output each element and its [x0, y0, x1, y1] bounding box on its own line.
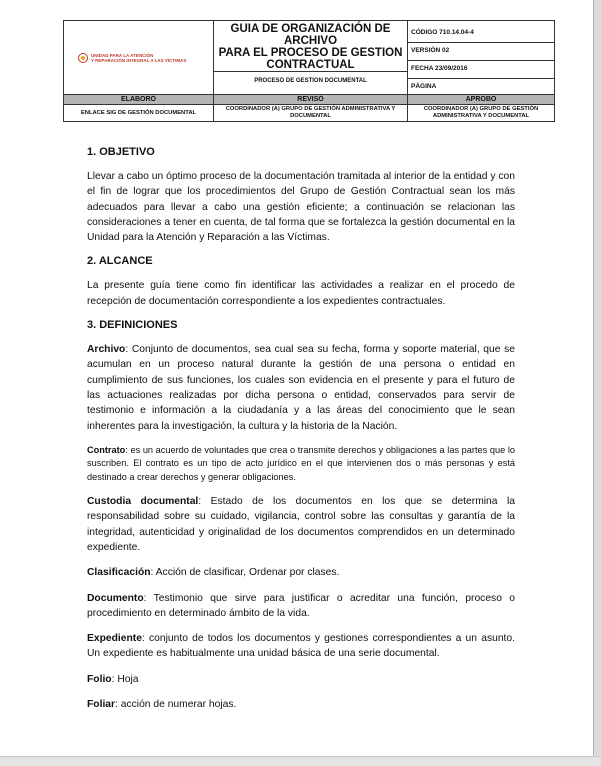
window-right-edge: [593, 0, 601, 765]
definition-term: Expediente: [87, 633, 142, 645]
section-objetivo-text: Llevar a cabo un óptimo proceso de la documentación tramitada al interior de la entidad y con el fin de lograr que los procedimientos del Grupo de Gestión Contractual sean los más adecuados para llevar a cabo una gestión eficiente; a continuación se relacionan las consideraciones a tener en cuenta, de tal forma que se fortalezca la gestión documental en la Unidad para la Atención y Reparación a las Víctimas.: [87, 171, 515, 244]
definition-archivo: [87, 342, 515, 434]
definition-contrato: [87, 444, 515, 484]
definition-term: Contrato: [87, 444, 126, 455]
section-objetivo-title: 1. OBJETIVO: [87, 146, 155, 158]
section-alcance-text: La presente guía tiene como fin identificar las actividades a realizar en el procedo de recepción de documentación correspondiente a los expedientes contractuales.: [87, 280, 515, 307]
logo-text-line-2: Y REPARACIÓN INTEGRAL A LAS VÍCTIMAS: [91, 57, 187, 63]
doc-title-line-1: GUIA DE ORGANIZACIÓN DE ARCHIVO: [230, 23, 391, 47]
definition-text: : Estado de los documentos en los que se determina la responsabilidad sobre su cuidado, vigilancia, control sobre las consultas y garantía de la integridad, autenticidad y originalidad de los documentos comprendidos en un determinado expediente.: [87, 496, 515, 553]
aprobo-value: COORDINADOR (A) GRUPO DE GESTIÓN ADMINISTRATIVA Y DOCUMENTAL: [408, 105, 555, 122]
definition-documento: [87, 591, 515, 622]
fecha-label: FECHA 23/09/2016: [408, 61, 554, 79]
definition-text: : Hoja: [111, 673, 139, 685]
definition-text: : acción de numerar hojas.: [115, 699, 237, 711]
elaboro-value: ENLACE SIG DE GESTIÓN DOCUMENTAL: [64, 105, 214, 122]
definition-text: : Acción de clasificar, Ordenar por clases.: [150, 567, 340, 579]
definition-text: : Testimonio que sirve para justificar o acreditar una función, proceso o procedimiento en determinado ámbito de la vida.: [87, 592, 515, 619]
doc-title-line-3: CONTRACTUAL: [266, 59, 355, 71]
logo-cell: [64, 21, 214, 95]
definition-foliar: [87, 697, 515, 712]
definition-term: Folio: [87, 673, 112, 685]
definition-text: : es un acuerdo de voluntades que crea o transmite derechos y obligaciones a las partes que lo suscriben. El contrato es un tipo de acto jurídico en el que intervienen dos o más personas y está destinado a crear derechos y generar obligaciones.: [87, 444, 515, 482]
meta-cell: [408, 21, 555, 95]
section-alcance-title: 2. ALCANCE: [87, 255, 153, 268]
definition-term: Clasificación: [87, 567, 151, 579]
version-label: VERSIÓN 02: [408, 43, 554, 61]
document-header-table: [63, 20, 555, 122]
definition-term: Foliar: [87, 699, 116, 711]
unidad-victimas-logo: [64, 28, 213, 88]
elaboro-header: ELABORÓ: [64, 95, 214, 105]
definition-custodia: [87, 494, 515, 555]
definition-clasificacion: [87, 565, 515, 580]
pagina-label: PÁGINA: [411, 83, 437, 90]
section-definiciones-title: 3. DEFINICIONES: [87, 319, 178, 332]
aprobo-header: APROBO: [408, 95, 555, 105]
doc-title-line-2: PARA EL PROCESO DE GESTION: [218, 47, 403, 59]
process-name: PROCESO DE GESTION DOCUMENTAL: [254, 78, 367, 84]
definition-expediente: [87, 631, 515, 662]
definition-folio: [87, 672, 515, 687]
logo-text-line-1: UNIDAD PARA LA ATENCIÓN: [91, 52, 154, 58]
definition-term: Documento: [87, 592, 144, 604]
title-cell: [214, 21, 408, 72]
definition-term: Custodia documental: [87, 496, 199, 508]
definition-term: Archivo: [87, 344, 126, 356]
document-body: [87, 146, 515, 722]
definition-text: : Conjunto de documentos, sea cual sea su fecha, forma y soporte material, que se acumulan en un proceso natural durante la gestión de una persona o entidad en cumplimiento de sus funciones, los cuales son evidencia en el presente y para el futuro de las actuaciones realizadas por dicha persona o entidad, conservados para servir de testimonio e información a la ciudadanía y a las áreas del conocimiento que le sean inherentes para la investigación, la cultura y la historia de la Nación.: [87, 344, 515, 432]
reviso-header: REVISÓ: [214, 95, 408, 105]
codigo-label: CÓDIGO 710.14.04-4: [408, 21, 554, 43]
reviso-value: COORDINADOR (A) GRUPO DE GESTIÓN ADMINISTRATIVA Y DOCUMENTAL: [214, 105, 408, 122]
logo-emblem-icon: [78, 53, 88, 63]
definition-text: : conjunto de todos los documentos y gestiones correspondientes a un asunto. Un expediente es habitualmente una unidad básica de una serie documental.: [87, 633, 515, 660]
process-cell: [214, 72, 408, 95]
